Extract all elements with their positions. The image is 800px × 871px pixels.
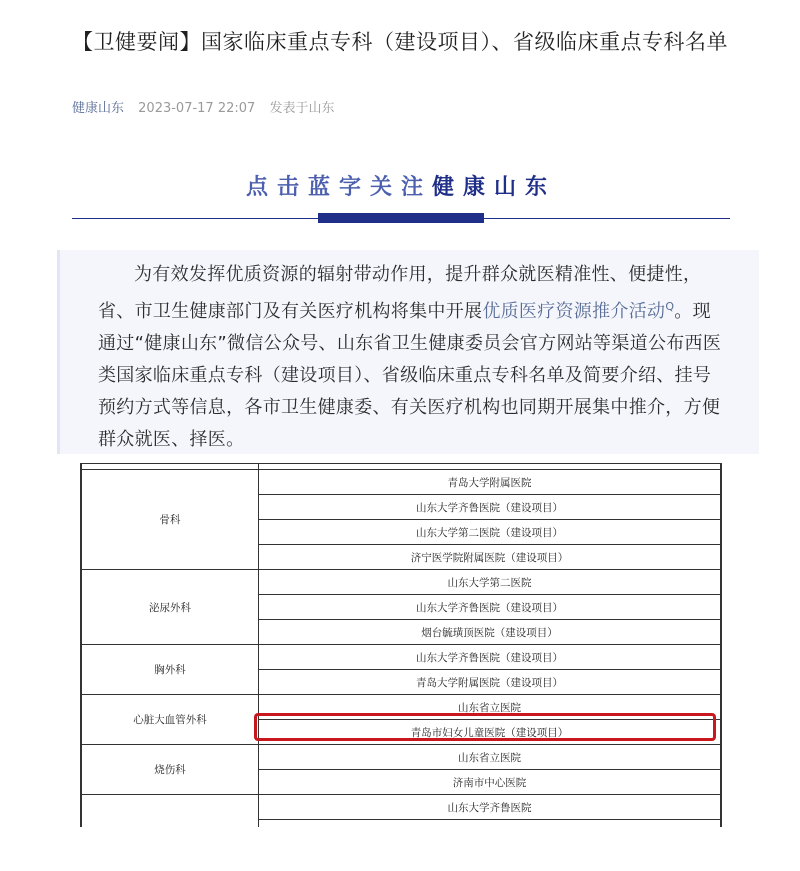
specialty-cell: 心脏大血管外科 — [82, 695, 259, 745]
table-row — [82, 645, 721, 670]
hospital-cell: 青岛市妇女儿童医院（建设项目） — [259, 720, 721, 745]
hospital-cell — [259, 820, 721, 828]
specialty-cell: 泌尿外科 — [82, 570, 259, 645]
banner-account-name: 健康山东 — [432, 175, 557, 200]
banner-accent-bar — [318, 213, 484, 223]
hospital-cell: 青岛大学附属医院（建设项目） — [259, 670, 721, 695]
table-row — [82, 570, 721, 595]
publish-location: 发表于山东 — [269, 101, 335, 116]
specialty-cell: 胸外科 — [82, 645, 259, 695]
hospital-cell: 济宁医学院附属医院（建设项目） — [259, 545, 721, 570]
banner-prefix: 点击蓝字关注 — [245, 175, 432, 200]
table-row — [82, 795, 721, 820]
intro-text-part2: 。现通过“健康山东”微信公众号、山东省卫生健康委员会官方网站等渠道公布西医类国家临床重点专科（建设项目）、省级临床重点专科名单及简要介绍、挂号预约方式等信息，各市卫生健康委、有关医疗机构也同期开展集中推介，方便群众就医、择医。 — [98, 301, 722, 450]
search-icon[interactable]: Q — [665, 300, 675, 313]
article-title: 【卫健要闻】国家临床重点专科（建设项目）、省级临床重点专科名单 — [72, 30, 728, 54]
hospital-cell: 青岛大学附属医院 — [259, 470, 721, 495]
highlight-box — [254, 713, 716, 741]
hospital-cell: 山东省立医院 — [259, 695, 721, 720]
specialty-cell: 烧伤科 — [82, 745, 259, 795]
hospital-cell: 山东省立医院 — [259, 745, 721, 770]
specialty-table-container — [80, 463, 722, 827]
account-name-link[interactable]: 健康山东 — [72, 101, 125, 116]
table-row — [82, 470, 721, 495]
table-row — [82, 745, 721, 770]
hospital-cell: 山东大学齐鲁医院（建设项目） — [259, 495, 721, 520]
intro-paragraph — [98, 259, 722, 456]
article-meta — [72, 97, 334, 116]
hospital-cell: 山东大学第二医院 — [259, 570, 721, 595]
hospital-cell: 山东大学第二医院（建设项目） — [259, 520, 721, 545]
hospital-cell: 济南市中心医院 — [259, 770, 721, 795]
hospital-cell: 山东大学齐鲁医院（建设项目） — [259, 645, 721, 670]
follow-banner[interactable] — [72, 170, 730, 206]
promotion-activity-link[interactable]: 优质医疗资源推介活动 — [482, 301, 666, 322]
hospital-cell: 山东大学齐鲁医院（建设项目） — [259, 595, 721, 620]
specialty-table — [81, 463, 721, 827]
publish-date: 2023-07-17 22:07 — [138, 101, 256, 116]
specialty-cell — [82, 795, 259, 828]
hospital-cell: 烟台毓璜顶医院（建设项目） — [259, 620, 721, 645]
hospital-cell: 山东大学齐鲁医院 — [259, 795, 721, 820]
specialty-cell: 骨科 — [82, 470, 259, 570]
intro-text-part1: 为有效发挥优质资源的辐射带动作用，提升群众就医精准性、便捷性，省、市卫生健康部门及有关医疗机构将集中开展 — [98, 264, 702, 322]
